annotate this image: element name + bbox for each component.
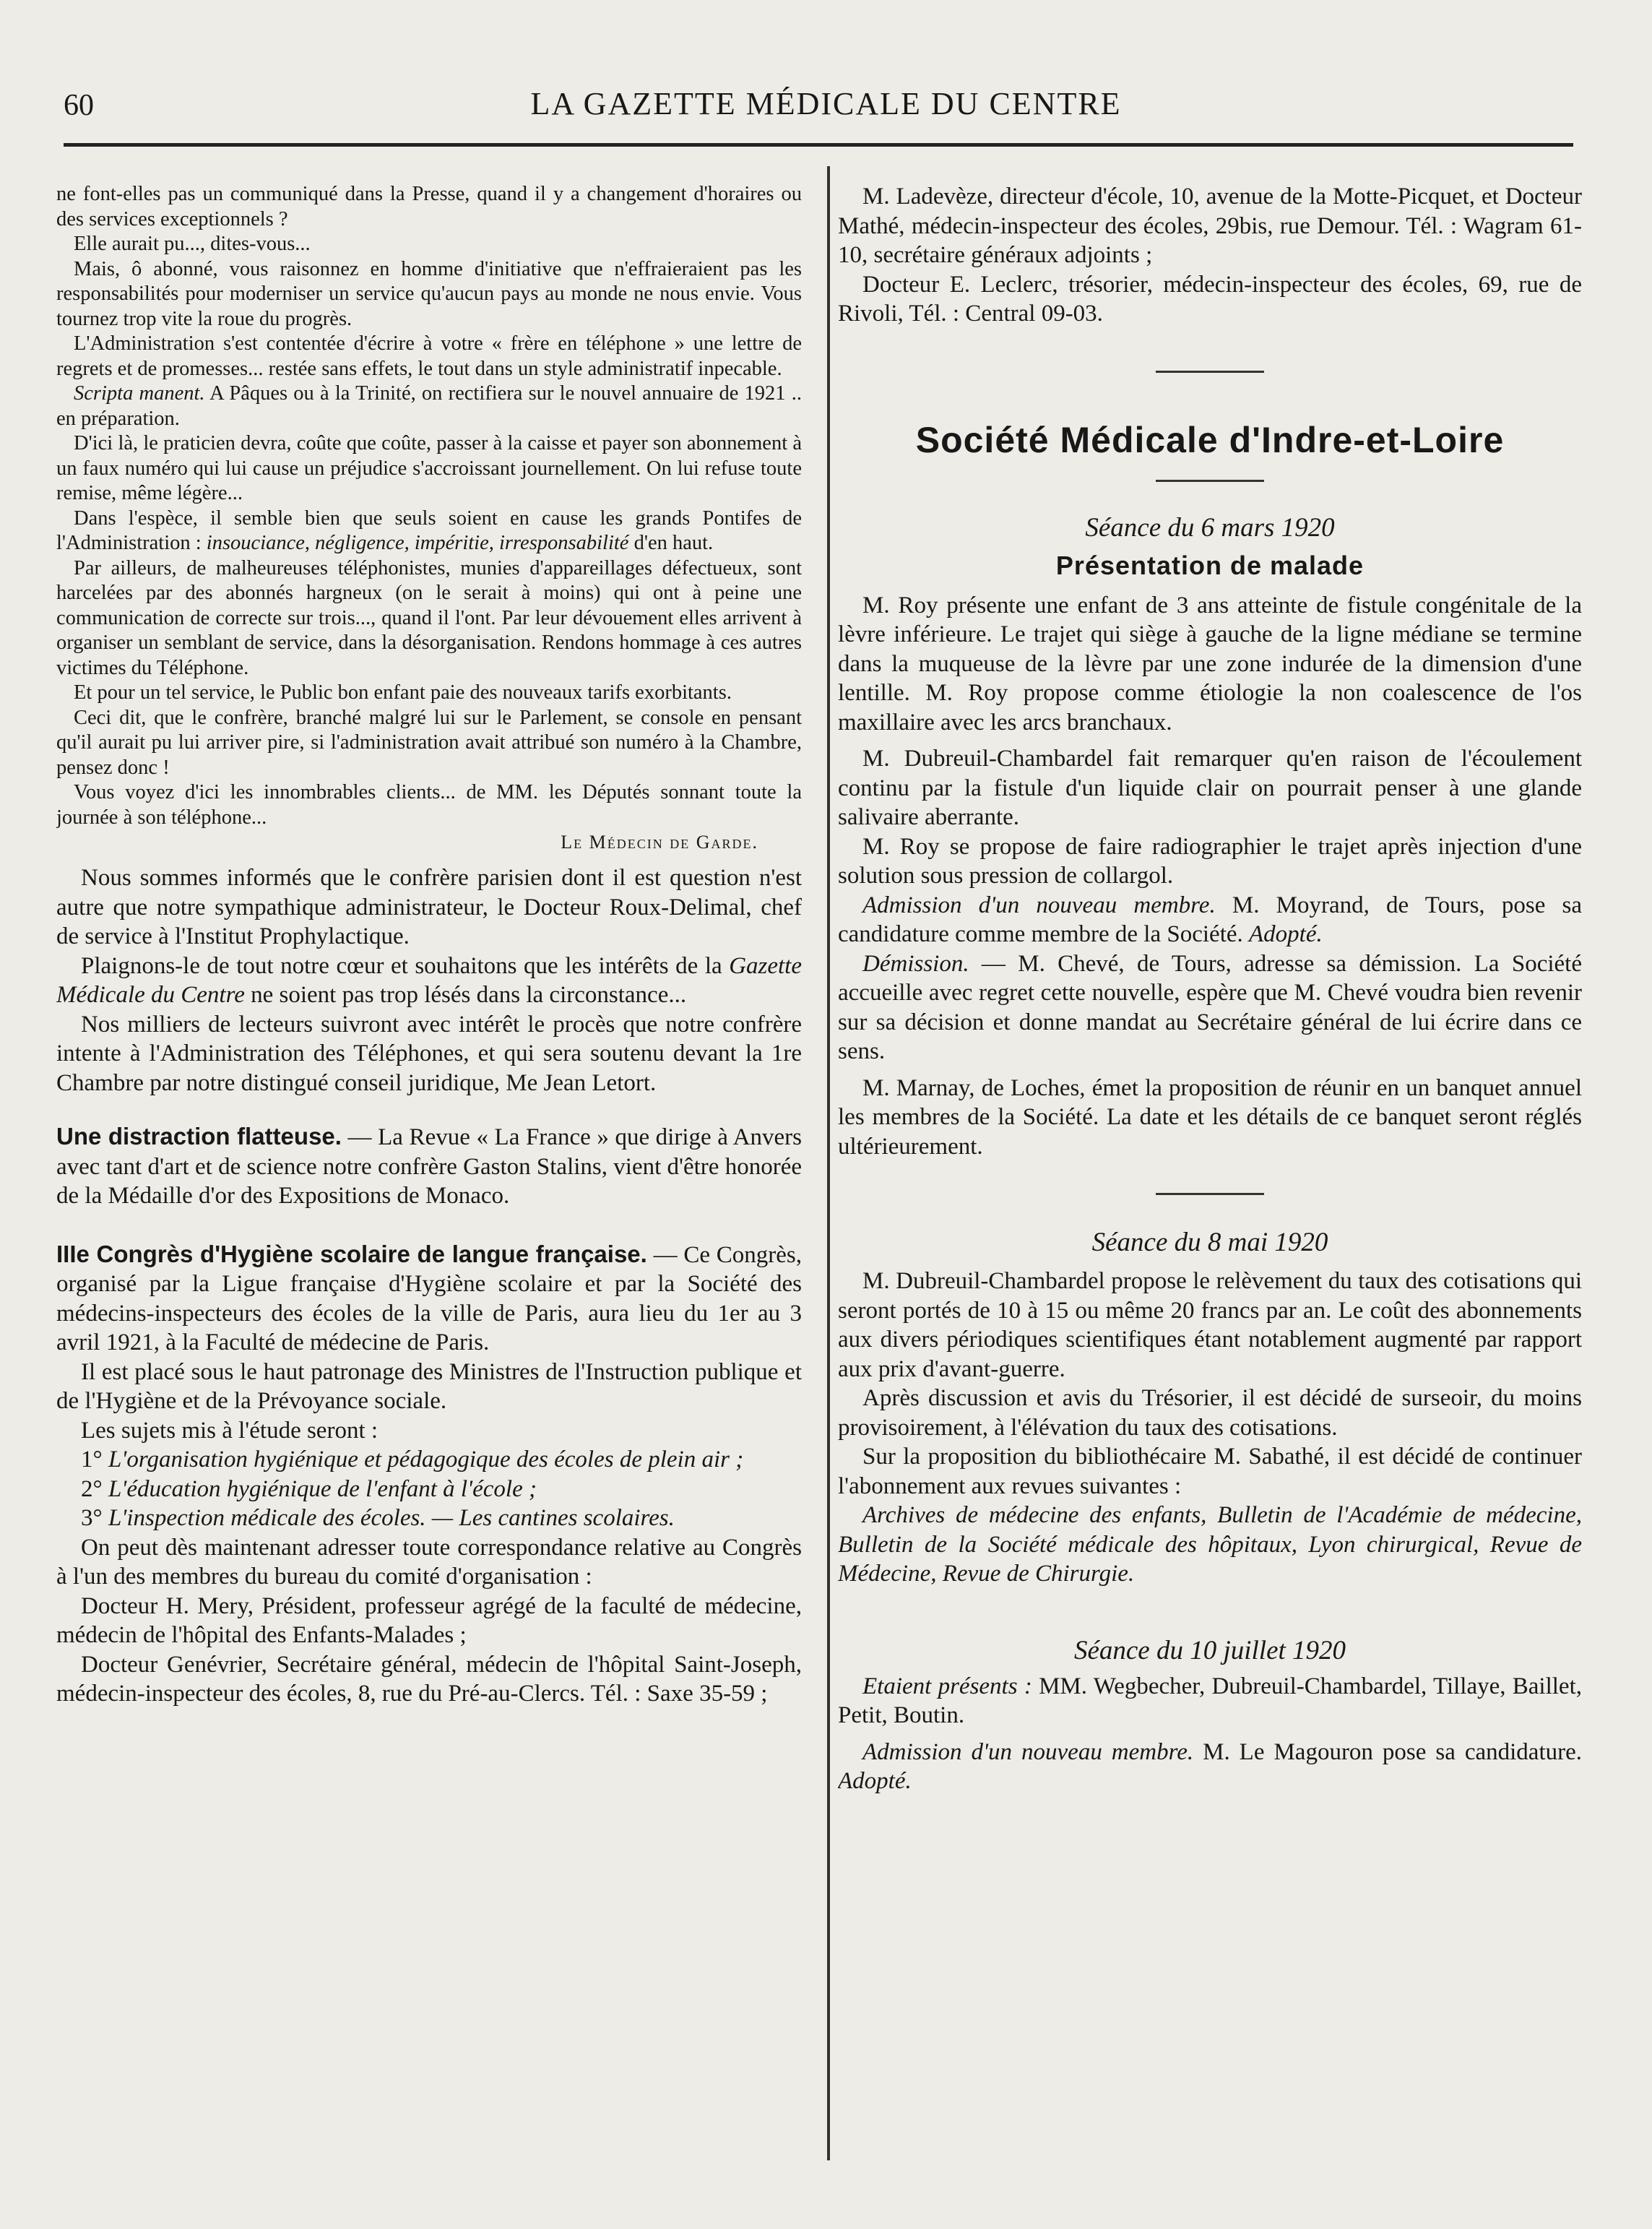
item-number: 1° (81, 1447, 103, 1473)
italic-phrase: Admission d'un nouveau membre. (862, 892, 1216, 918)
paragraph: On peut dès maintenant adresser toute correspondance relative au Congrès à l'un des membres du bureau du comité d'organisation : (56, 1534, 802, 1590)
paragraph: Docteur H. Mery, Président, professeur agrégé de la faculté de médecine, médecin de l'hôpital des Enfants-Malades ; (56, 1592, 802, 1648)
seance-heading: Séance du 8 mai 1920 (1091, 1228, 1328, 1257)
paragraph (838, 1738, 1582, 1796)
column-divider (827, 166, 830, 2160)
paragraph: M. Roy présente une enfant de 3 ans atteinte de fistule congénitale de la lèvre inférieure. Le trajet qui siège à gauche de la ligne médiane se termine dans la muqueuse de la lèvre par une zone indurée de la dimension d'une lentille. M. Roy propose comme étiologie la non coalescence de l'os maxillaire avec les arcs branchaux. (838, 592, 1582, 736)
paragraph (56, 381, 802, 431)
paragraph: Docteur Genévrier, Secrétaire général, médecin de l'hôpital Saint-Joseph, médecin-inspecteur des écoles, 8, rue du Pré-au-Clercs. Tél. : Saxe 35-59 ; (56, 1651, 802, 1707)
header-rule (64, 143, 1573, 147)
subheading: Présentation de malade (1055, 550, 1365, 580)
list-item (56, 1475, 802, 1504)
italic-phrase: Adopté. (838, 1768, 912, 1794)
section-title: Société Médicale d'Indre-et-Loire (915, 419, 1505, 460)
news-title: IIIe Congrès d'Hygiène scolaire de langue française. (56, 1240, 647, 1267)
paragraph: Docteur E. Leclerc, trésorier, médecin-inspecteur des écoles, 69, rue de Rivoli, Tél. : Central 09-03. (838, 271, 1582, 327)
news-item (56, 1240, 802, 1358)
paragraph: M. Roy se propose de faire radiographier le trajet après injection d'une solution sous pression de collargol. (838, 833, 1582, 889)
paragraph: Sur la proposition du bibliothécaire M. Sabathé, il est décidé de continuer l'abonnement aux revues suivantes : (838, 1444, 1582, 1499)
paragraph: M. Marnay, de Loches, émet la proposition de réunir en un banquet annuel les membres de la Société. La date et les détails de ce banquet seront réglés ultérieurement. (838, 1074, 1582, 1160)
italic-phrase: Scripta manent. (74, 382, 205, 405)
item-text: L'inspection médicale des écoles. — Les cantines scolaires. (108, 1505, 675, 1531)
left-column (56, 182, 802, 2198)
text: MM. Wegbecher, Dubreuil-Chambardel, Tillaye, Baillet, Petit, Boutin. (838, 1673, 1582, 1728)
paragraph (56, 952, 802, 1010)
paragraph (838, 949, 1582, 1066)
italic-phrase: Démission. (862, 950, 969, 977)
journal-list: Archives de médecine des enfants, Bulletin de l'Académie de médecine, Bulletin de la Société médicale des hôpitaux, Lyon chirurgical, Revue de Médecine, Revue de Chirurgie. (838, 1502, 1582, 1587)
paragraph: L'Administration s'est contentée d'écrire à votre « frère en téléphone » une lettre de regrets et de promesses... restée sans effets, le tout dans un style administratif inpecable. (56, 332, 802, 380)
paragraph: Mais, ô abonné, vous raisonnez en homme d'initiative que n'effraieraient pas les responsabilités pour moderniser un service qu'aucun pays au monde ne nous envie. Vous tournez trop vite la roue du progrès. (56, 257, 802, 330)
paragraph: Les sujets mis à l'étude seront : (81, 1417, 379, 1444)
paragraph: Nos milliers de lecteurs suivront avec intérêt le procès que notre confrère intente à l'Administration des Téléphones, et qui sera soutenu devant la 1re Chambre par notre distingué conseil juridique, Me Jean Letort. (56, 1011, 802, 1096)
paragraph: Nous sommes informés que le confrère parisien dont il est question n'est autre que notre sympathique administrateur, le Docteur Roux-Delimal, chef de service à l'Institut Prophylactique. (56, 865, 802, 949)
paragraph (838, 1672, 1582, 1730)
italic-phrase: Etaient présents : (862, 1673, 1032, 1699)
italic-phrase: Admission d'un nouveau membre. (862, 1738, 1194, 1765)
text: Dans l'espèce, il semble bien que seuls soient en cause les grands Pontifes de l'Administration : (56, 506, 802, 554)
right-column (838, 182, 1582, 2191)
page-number: 60 (64, 89, 94, 122)
paragraph (838, 1501, 1582, 1589)
paragraph: Il est placé sous le haut patronage des Ministres de l'Instruction publique et de l'Hygiène et de la Prévoyance sociale. (56, 1358, 802, 1414)
paragraph: M. Dubreuil-Chambardel fait remarquer qu'en raison de l'écoulement continu par la fistule d'un liquide clair on pourrait penser à une glande salivaire aberrante. (838, 746, 1582, 830)
list-item (56, 1504, 802, 1533)
text: Plaignons-le de tout notre cœur et souhaitons que les intérêts de la (81, 952, 730, 979)
paragraph: ne font-elles pas un communiqué dans la Presse, quand il y a changement d'horaires ou des services exceptionnels ? (56, 183, 802, 230)
italic-phrase: Adopté. (1249, 921, 1323, 947)
text: d'en haut. (628, 532, 714, 554)
paragraph: M. Dubreuil-Chambardel propose le relèvement du taux des cotisations qui seront portés de 10 à 15 ou même 20 francs par an. Le coût des abonnements aux divers périodiques scientifiques étant notablement augmenté par rapport aux prix d'avant-guerre. (838, 1268, 1582, 1382)
seance-heading: Séance du 10 juillet 1920 (1073, 1635, 1346, 1665)
paragraph: Elle aurait pu..., dites-vous... (74, 233, 311, 255)
paragraph (56, 506, 802, 556)
text: M. Moyrand, de Tours, pose sa candidature comme membre de la Société. (838, 892, 1582, 947)
item-number: 2° (81, 1475, 103, 1502)
news-title: Une distraction flatteuse. (56, 1123, 342, 1150)
paragraph: D'ici là, le praticien devra, coûte que coûte, passer à la caisse et payer son abonnement à un faux numéro qui lui cause un préjudice s'accroissant journellement. On lui refuse toute remise, même légère... (56, 432, 802, 504)
italic-phrase: Gazette Médicale du Centre (56, 952, 802, 1008)
news-item (56, 1122, 802, 1211)
list-item (56, 1445, 802, 1475)
item-text: L'organisation hygiénique et pédagogique des écoles de plein air ; (108, 1447, 744, 1473)
paragraph: Ceci dit, que le confrère, branché malgré lui sur le Parlement, se console en pensant qu'il aurait pu lui arriver pire, si l'administration avait attribué son numéro à la Chambre, pensez donc ! (56, 706, 802, 779)
signature: Le Médecin de Garde. (561, 832, 758, 853)
item-text: L'éducation hygiénique de l'enfant à l'école ; (108, 1475, 537, 1502)
text: A Pâques ou à la Trinité, on rectifiera sur le nouvel annuaire de 1921 .. en préparation. (56, 382, 802, 430)
text: — M. Chevé, de Tours, adresse sa démission. La Société accueille avec regret cette nouvelle, espère que M. Chevé voudra bien revenir sur sa décision et donne mandat au Secrétaire général de lui écrire dans ce sens. (838, 950, 1582, 1064)
seance-heading: Séance du 6 mars 1920 (1085, 512, 1335, 543)
text: M. Le Magouron pose sa candidature. (1193, 1738, 1582, 1765)
paragraph (838, 891, 1582, 949)
text: — Ce Congrès, organisé par la Ligue française d'Hygiène scolaire et par la Société des médecins-inspecteurs des écoles de la ville de Paris, aura lieu du 1er au 3 avril 1921, à la Faculté de médecine de Paris. (56, 1241, 802, 1355)
text: ne soient pas trop lésés dans la circonstance... (244, 982, 687, 1008)
item-number: 3° (81, 1505, 103, 1531)
paragraph: Par ailleurs, de malheureuses téléphonistes, munies d'appareillages défectueux, sont harcelées par des abonnés hargneux (on le serait à moins) qui ont à peine une communication de correcte sur trois..., quand il l'ont. Par leur dévouement elles arrivent à organiser un semblant de service, dans la désorganisation. Rendons hommage à ces autres victimes du Téléphone. (56, 556, 802, 679)
italic-phrase: insouciance, négligence, impéritie, irresponsabilité (206, 532, 629, 554)
paragraph: Après discussion et avis du Trésorier, il est décidé de surseoir, du moins provisoirement, à l'élévation du taux des cotisations. (838, 1385, 1582, 1441)
paragraph: M. Ladevèze, directeur d'école, 10, avenue de la Motte-Picquet, et Docteur Mathé, médecin-inspecteur des écoles, 29bis, rue Demour. Tél. : Wagram 61-10, secrétaire généraux adjoints ; (838, 184, 1582, 268)
paragraph: Vous voyez d'ici les innombrables clients... de MM. les Députés sonnant toute la journée à son téléphone... (56, 781, 802, 829)
running-title: LA GAZETTE MÉDICALE DU CENTRE (530, 86, 1122, 121)
text: — La Revue « La France » que dirige à Anvers avec tant d'art et de science notre confrère Gaston Stalins, vient d'être honorée de la Médaille d'or des Expositions de Monaco. (56, 1124, 802, 1209)
paragraph: Et pour un tel service, le Public bon enfant paie des nouveaux tarifs exorbitants. (74, 681, 732, 704)
